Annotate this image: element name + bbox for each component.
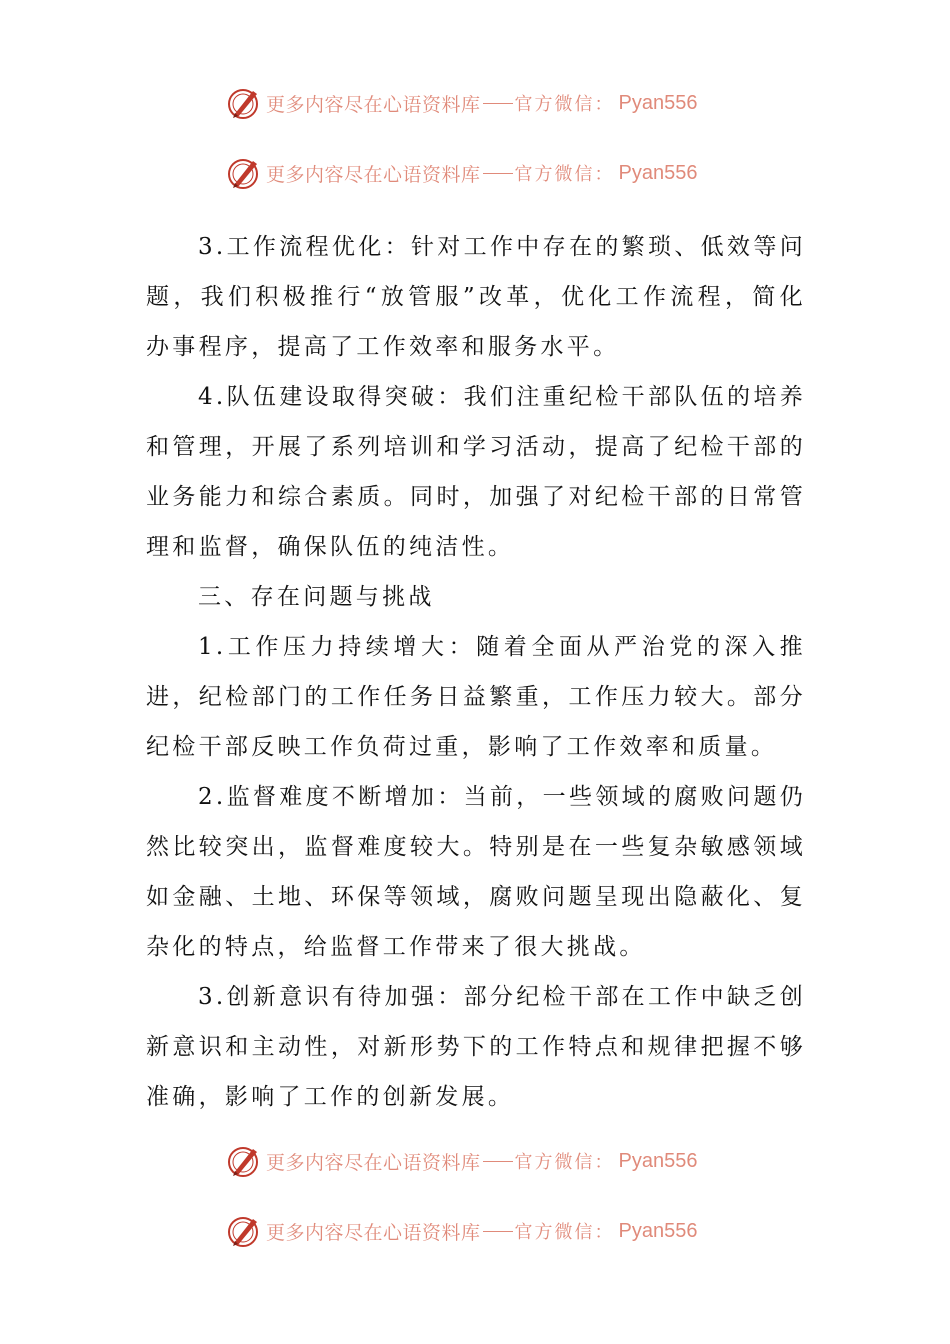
watermark-banner-bottom-2: [226, 1211, 697, 1251]
watermark-wechat-id: Pyan556: [618, 1149, 698, 1172]
watermark-wechat-label: 官方微信：: [514, 1152, 615, 1173]
document-body: [146, 222, 806, 1122]
pen-seal-logo-icon: [226, 1143, 262, 1179]
watermark-wechat-id: Pyan556: [618, 161, 698, 184]
watermark-brand-text: 更多内容尽在心语资料库: [266, 163, 481, 186]
watermark-dash: [483, 173, 513, 174]
watermark-brand-text: 更多内容尽在心语资料库: [266, 1221, 481, 1244]
watermark-wechat-label: 官方微信：: [514, 94, 615, 115]
section-heading-problems-challenges: 三、存在问题与挑战: [198, 584, 435, 610]
watermark-wechat-label: 官方微信：: [514, 1222, 615, 1243]
watermark-wechat-id: Pyan556: [618, 1219, 698, 1242]
paragraph-work-pressure: 1.工作压力持续增大：随着全面从严治党的深入推进，纪检部门的工作任务日益繁重，工作压力较大。部分纪检干部反映工作负荷过重，影响了工作效率和质量。: [146, 634, 806, 760]
watermark-wechat-id: Pyan556: [618, 91, 698, 114]
watermark-banner-top-2: [226, 153, 697, 193]
watermark-banner-top-1: [226, 83, 697, 123]
paragraph-supervision-difficulty: 2.监督难度不断增加：当前，一些领域的腐败问题仍然比较突出，监督难度较大。特别是在一些复杂敏感领域如金融、土地、环保等领域，腐败问题呈现出隐蔽化、复杂化的特点，给监督工作带来了很大挑战。: [146, 784, 806, 960]
watermark-dash: [483, 1231, 513, 1232]
watermark-brand-text: 更多内容尽在心语资料库: [266, 1151, 481, 1174]
watermark-brand-text: 更多内容尽在心语资料库: [266, 93, 481, 116]
pen-seal-logo-icon: [226, 1213, 262, 1249]
pen-seal-logo-icon: [226, 155, 262, 191]
watermark-wechat-label: 官方微信：: [514, 164, 615, 185]
paragraph-workflow-optimization: 3.工作流程优化：针对工作中存在的繁琐、低效等问题，我们积极推行“放管服”改革，优化工作流程，简化办事程序，提高了工作效率和服务水平。: [146, 234, 806, 360]
watermark-banner-bottom-1: [226, 1141, 697, 1181]
watermark-dash: [483, 103, 513, 104]
pen-seal-logo-icon: [226, 85, 262, 121]
paragraph-team-building: 4.队伍建设取得突破：我们注重纪检干部队伍的培养和管理，开展了系列培训和学习活动，提高了纪检干部的业务能力和综合素质。同时，加强了对纪检干部的日常管理和监督，确保队伍的纯洁性。: [146, 384, 806, 560]
paragraph-innovation-awareness: 3.创新意识有待加强：部分纪检干部在工作中缺乏创新意识和主动性，对新形势下的工作特点和规律把握不够准确，影响了工作的创新发展。: [146, 984, 806, 1110]
watermark-dash: [483, 1161, 513, 1162]
